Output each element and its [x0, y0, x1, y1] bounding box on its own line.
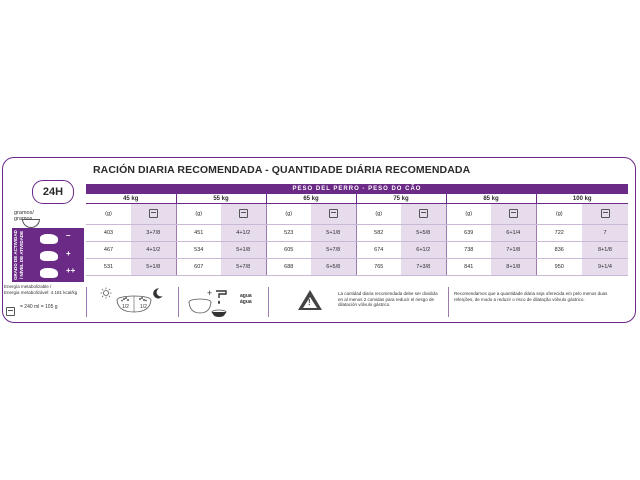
dog-running-icon [40, 268, 58, 278]
warning-text-pt: Recomendamos que a quantidade diária seja oferecida em pelo menos duas refeições, de modo a reduzir o risco de dilatação vólvulo gástrico. [454, 291, 608, 302]
feeding-guide-title: RACIÓN DIARIA RECOMENDADA - QUANTIDADE DIÁRIA RECOMENDADA [93, 164, 471, 176]
weight-75: 75 kg [356, 194, 446, 204]
cup-equivalence: = 240 ml = 105 g [20, 304, 58, 310]
sun-icon [100, 287, 112, 299]
unit-grams: (g) [86, 204, 131, 225]
measuring-cup-icon [6, 303, 15, 321]
unit-grams: (g) [176, 204, 221, 225]
dog-walking-icon [40, 251, 58, 261]
weight-100: 100 kg [536, 194, 628, 204]
water-label: agua água [240, 293, 252, 305]
unit-grams: (g) [266, 204, 311, 225]
cup-icon [401, 204, 446, 225]
units-row [86, 204, 628, 225]
cup-icon [221, 204, 266, 225]
table-row: 467 4+1/2 534 5+1/8 605 5+7/8 674 6+1/2 738 7+1/8 836 8+1/8 [86, 242, 628, 259]
divider [268, 287, 269, 317]
activity-low-symbol: – [66, 231, 71, 240]
energy-note: Energía metabolizable / Energia metabolizável: 4.181 kcal/kg [4, 284, 78, 295]
divider [178, 287, 179, 317]
half-portion-2: 1/2 [140, 304, 147, 310]
weight-85: 85 kg [446, 194, 536, 204]
svg-text:+: + [207, 288, 213, 298]
cup-icon [491, 204, 536, 225]
activity-label: GRADO DE ACTIVIDAD / NÍVEL DE ATIVIDADE [13, 230, 24, 280]
half-portion-1: 1/2 [122, 304, 129, 310]
activity-medium-symbol: + [66, 249, 71, 258]
table-row: 403 3+7/8 451 4+1/2 523 5+1/8 582 5+5/8 639 6+1/4 722 7 [86, 225, 628, 242]
cup-icon [131, 204, 176, 225]
cup-icon [582, 204, 628, 225]
feeding-table [86, 194, 628, 276]
dog-lying-icon [40, 234, 58, 244]
table-row: 531 5+1/8 607 5+7/8 688 6+5/8 765 7+3/8 841 8+1/8 950 9+1/4 [86, 259, 628, 276]
moon-icon [153, 288, 163, 299]
warning-text-es: La cantidad diaria recomendada debe ser dividida en al menos 2 comidas para reducir el riesgo de dilatación vólvulo gástrico. [338, 291, 438, 307]
weight-55: 55 kg [176, 194, 266, 204]
grams-label: gramos/ gramos [14, 210, 34, 222]
water-bowl-icon [186, 288, 240, 318]
divider [86, 287, 87, 317]
divider [448, 287, 449, 317]
weight-row [86, 194, 628, 204]
weight-45: 45 kg [86, 194, 176, 204]
activity-high-symbol: ++ [66, 266, 76, 275]
unit-grams: (g) [536, 204, 582, 225]
weight-65: 65 kg [266, 194, 356, 204]
dog-weight-header: PESO DEL PERRO - PESO DO CÃO [86, 184, 628, 194]
unit-grams: (g) [356, 204, 401, 225]
24h-badge: 24H [32, 180, 74, 204]
bowl-split-icon [114, 294, 154, 318]
unit-grams: (g) [446, 204, 491, 225]
cup-icon [311, 204, 356, 225]
